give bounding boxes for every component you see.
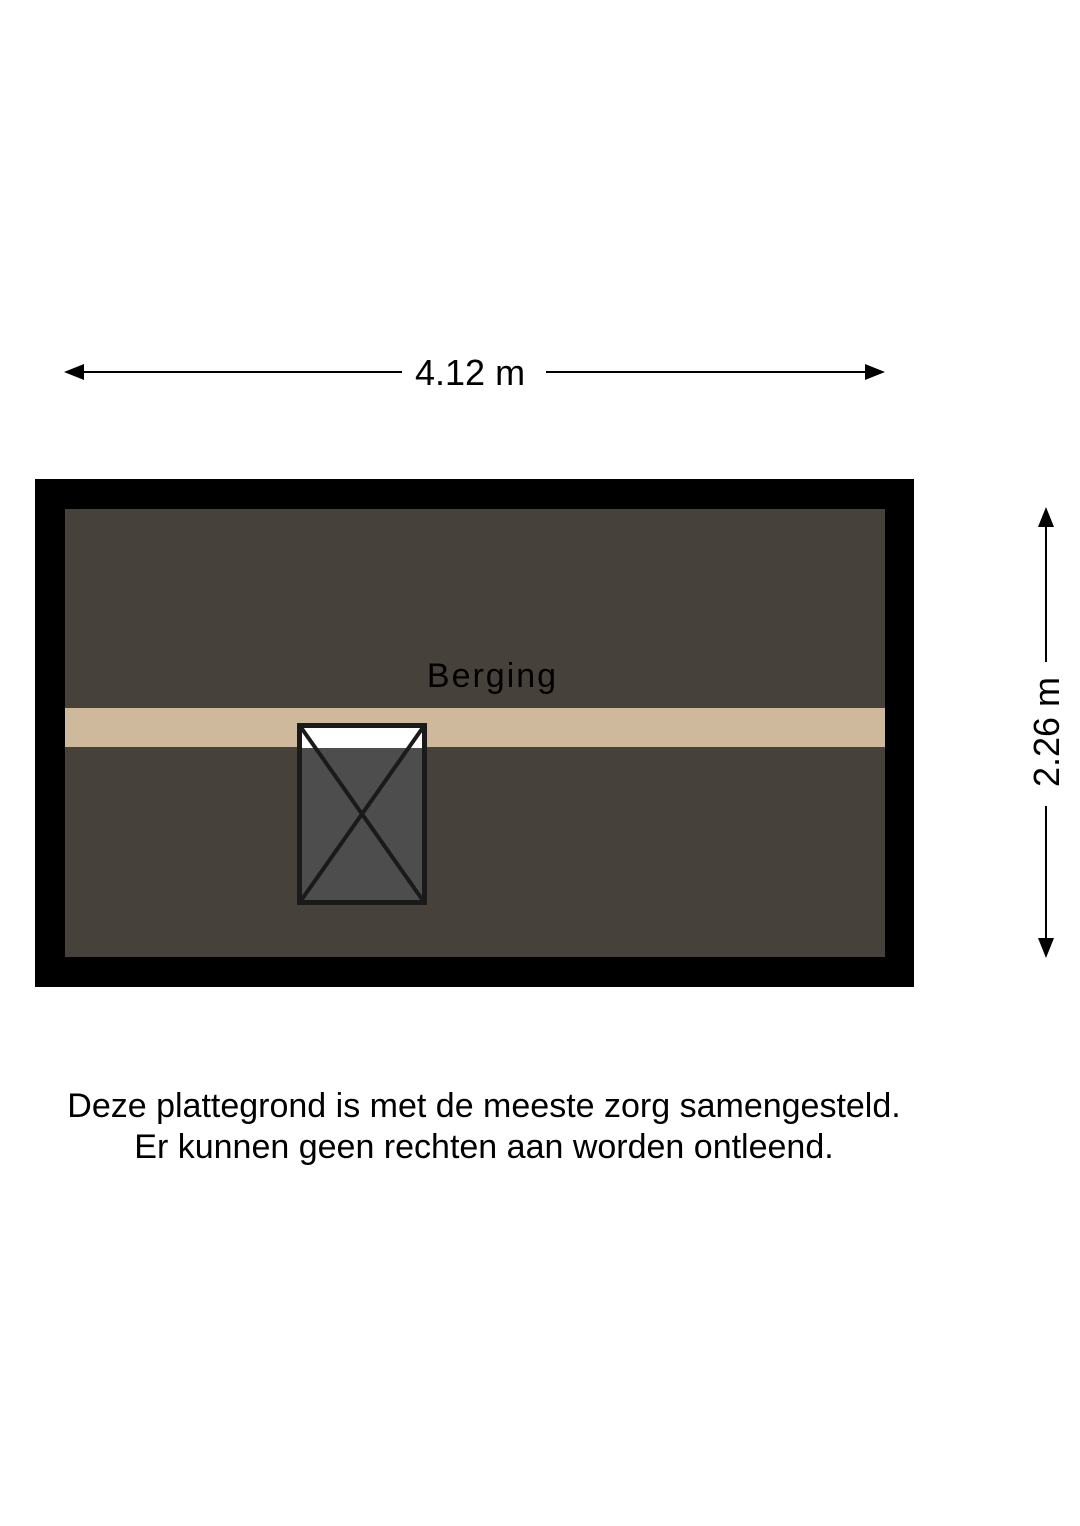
width-dimension-label: 4.12 m <box>415 352 526 393</box>
width-dimension-line-left <box>80 371 402 373</box>
width-dimension-line-right <box>546 371 868 373</box>
disclaimer <box>0 1086 968 1168</box>
hatch-cross-icon <box>297 723 427 905</box>
room-label: Berging <box>426 657 559 695</box>
arrow-right-icon <box>865 364 885 380</box>
height-dimension-line-top <box>1045 522 1047 662</box>
height-dimension-label: 2.26 m <box>1026 676 1067 788</box>
disclaimer-line-1: Deze plattegrond is met de meeste zorg samengesteld. <box>67 1087 901 1125</box>
ceiling-beam <box>65 708 885 747</box>
arrow-down-icon <box>1038 938 1054 958</box>
height-dimension-line-bottom <box>1045 806 1047 941</box>
disclaimer-line-2: Er kunnen geen rechten aan worden ontleend. <box>134 1128 834 1166</box>
